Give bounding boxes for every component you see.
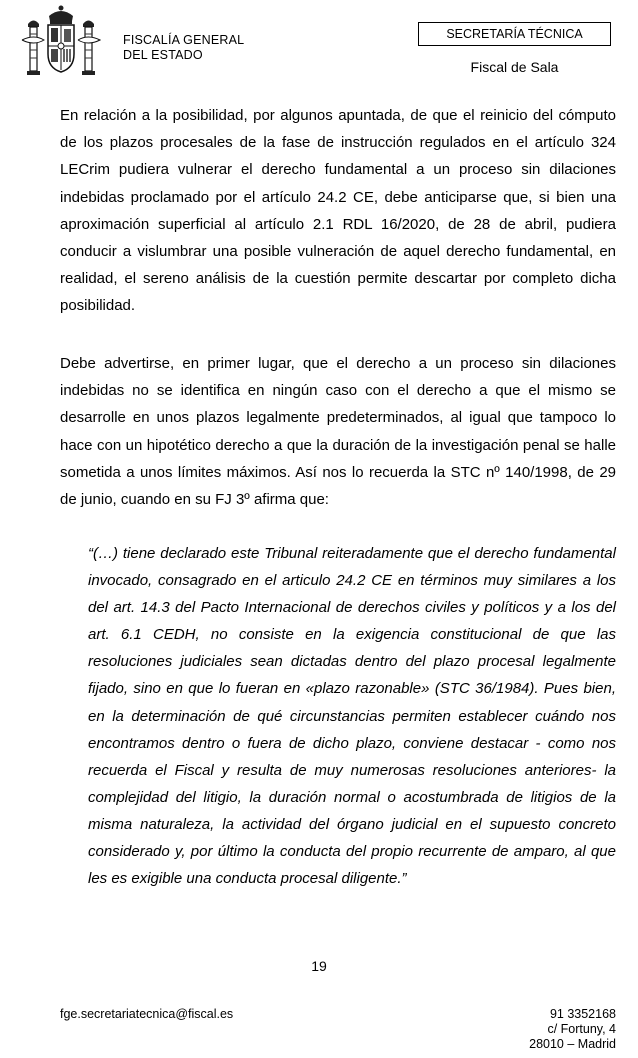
page-number: 19 [311, 958, 327, 974]
coat-of-arms-logo [14, 4, 108, 82]
organization-name [123, 33, 244, 63]
organization-line-1: FISCALÍA GENERAL [123, 33, 245, 47]
paragraph-2: Debe advertirse, en primer lugar, que el derecho a un proceso sin dilaciones indebidas no se identifica en ningún caso con el derecho a que el mismo se desarrolle en unos plazos legalmente predeterminados, al igual que tampoco lo hace con un hipotético derecho a que la duración de la investigación penal se halle sometida a unos límites máximos. Así nos lo recuerda la STC nº 140/1998, de 29 de junio, cuando en su FJ 3º afirma que: [60, 355, 616, 509]
department-box: SECRETARÍA TÉCNICA [418, 22, 611, 46]
block-quote: “(…) tiene declarado este Tribunal reiteradamente que el derecho fundamental invocado, consagrado en el articulo 24.2 CE en términos muy similares a los del art. 14.3 del Pacto Internacional de derechos civiles y políticos y a los del art. 6.1 CEDH, no consiste en la exigencia constitucional de que las resoluciones judiciales sean dictadas dentro del plazo procesal legalmente fijado, sino en que lo fueran en «plazo razonable» (STC 36/1984). Pues bien, en la determinación de qué circunstancias permiten establecer cuándo nos encontramos dentro o fuera de dicho plazo, conviene destacar - como nos recuerda el Fiscal y resulta de muy numerosas resoluciones anteriores- la complejidad del litigio, la duración normal o acostumbrada de litigios de la misma naturaleza, la actividad del órgano judicial en el supuesto concreto considerado y, por último la conducta del propio recurrente de amparo, al que les es exigible una conducta procesal diligente.” [88, 545, 616, 888]
footer-city: 28010 – Madrid [529, 1037, 616, 1051]
organization-line-2: DEL ESTADO [123, 48, 203, 62]
footer-address [529, 1007, 616, 1052]
footer-email: fge.secretariatecnica@fiscal.es [60, 1007, 234, 1021]
paragraph-1: En relación a la posibilidad, por algunos apuntada, de que el reinicio del cómputo de los plazos procesales de la fase de instrucción regulados en el artículo 324 LECrim pudiera vulnerar el derecho fundamental a un proceso sin dilaciones indebidas proclamado por el artículo 24.2 CE, debe anticiparse que, si bien una aproximación superficial al artículo 2.1 RDL 16/2020, de 28 de abril, pudiera conducir a vislumbrar una posible vulneración de aquel derecho fundamental, en realidad, el sereno análisis de la cuestión permite descartar por completo dicha posibilidad. [60, 107, 616, 315]
footer-phone: 91 3352168 [549, 1007, 616, 1021]
department-subtitle: Fiscal de Sala [470, 59, 559, 75]
footer-street: c/ Fortuny, 4 [547, 1022, 616, 1036]
